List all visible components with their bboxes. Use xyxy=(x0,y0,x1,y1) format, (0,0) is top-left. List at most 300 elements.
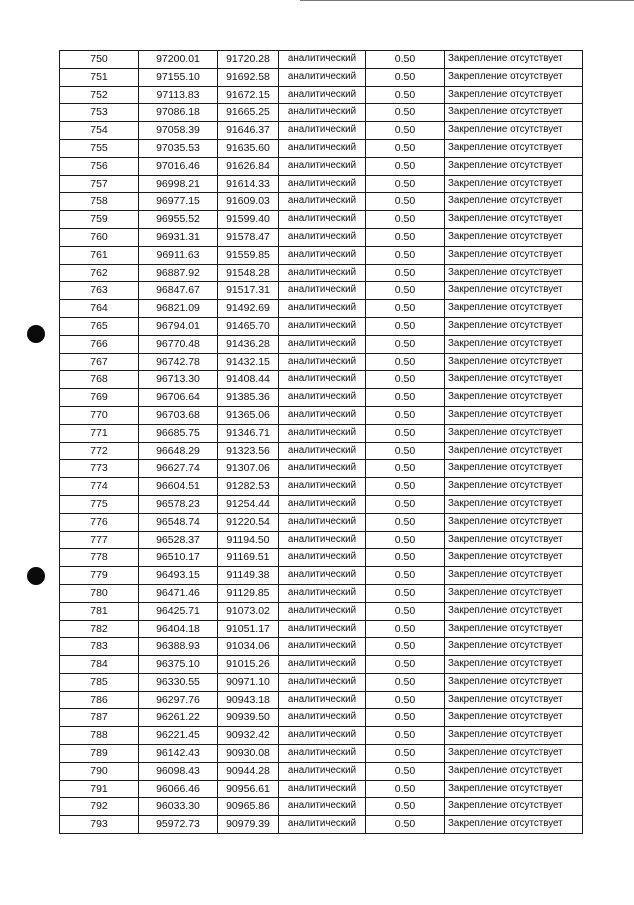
fixation-cell: Закрепление отсутствует xyxy=(445,584,583,602)
point-number-cell: 757 xyxy=(60,175,139,193)
punch-hole-bottom xyxy=(27,567,45,585)
x-coordinate-cell: 97200.01 xyxy=(139,51,218,69)
method-cell: аналитический xyxy=(279,602,366,620)
accuracy-cell: 0.50 xyxy=(366,175,445,193)
point-number-cell: 778 xyxy=(60,549,139,567)
table-row xyxy=(60,638,583,656)
method-cell: аналитический xyxy=(279,246,366,264)
method-cell: аналитический xyxy=(279,68,366,86)
point-number-cell: 775 xyxy=(60,495,139,513)
table-row xyxy=(60,406,583,424)
y-coordinate-cell: 91149.38 xyxy=(218,567,279,585)
accuracy-cell: 0.50 xyxy=(366,406,445,424)
method-cell: аналитический xyxy=(279,620,366,638)
table-row xyxy=(60,353,583,371)
method-cell: аналитический xyxy=(279,816,366,834)
table-row xyxy=(60,264,583,282)
point-number-cell: 766 xyxy=(60,335,139,353)
table-row xyxy=(60,584,583,602)
point-number-cell: 753 xyxy=(60,104,139,122)
fixation-cell: Закрепление отсутствует xyxy=(445,193,583,211)
table-row xyxy=(60,193,583,211)
x-coordinate-cell: 97058.39 xyxy=(139,122,218,140)
x-coordinate-cell: 96510.17 xyxy=(139,549,218,567)
accuracy-cell: 0.50 xyxy=(366,68,445,86)
point-number-cell: 764 xyxy=(60,300,139,318)
table-row xyxy=(60,780,583,798)
y-coordinate-cell: 91548.28 xyxy=(218,264,279,282)
fixation-cell: Закрепление отсутствует xyxy=(445,353,583,371)
table-row xyxy=(60,175,583,193)
x-coordinate-cell: 96977.15 xyxy=(139,193,218,211)
fixation-cell: Закрепление отсутствует xyxy=(445,406,583,424)
accuracy-cell: 0.50 xyxy=(366,495,445,513)
table-row xyxy=(60,478,583,496)
accuracy-cell: 0.50 xyxy=(366,282,445,300)
x-coordinate-cell: 96404.18 xyxy=(139,620,218,638)
accuracy-cell: 0.50 xyxy=(366,389,445,407)
method-cell: аналитический xyxy=(279,300,366,318)
point-number-cell: 770 xyxy=(60,406,139,424)
accuracy-cell: 0.50 xyxy=(366,104,445,122)
method-cell: аналитический xyxy=(279,122,366,140)
method-cell: аналитический xyxy=(279,353,366,371)
x-coordinate-cell: 96604.51 xyxy=(139,478,218,496)
accuracy-cell: 0.50 xyxy=(366,567,445,585)
method-cell: аналитический xyxy=(279,798,366,816)
fixation-cell: Закрепление отсутствует xyxy=(445,602,583,620)
accuracy-cell: 0.50 xyxy=(366,353,445,371)
method-cell: аналитический xyxy=(279,175,366,193)
y-coordinate-cell: 91365.06 xyxy=(218,406,279,424)
x-coordinate-cell: 96297.76 xyxy=(139,691,218,709)
y-coordinate-cell: 91254.44 xyxy=(218,495,279,513)
accuracy-cell: 0.50 xyxy=(366,246,445,264)
accuracy-cell: 0.50 xyxy=(366,157,445,175)
method-cell: аналитический xyxy=(279,780,366,798)
x-coordinate-cell: 96706.64 xyxy=(139,389,218,407)
table-row xyxy=(60,86,583,104)
x-coordinate-cell: 96221.45 xyxy=(139,727,218,745)
x-coordinate-cell: 96098.43 xyxy=(139,762,218,780)
x-coordinate-cell: 96627.74 xyxy=(139,460,218,478)
method-cell: аналитический xyxy=(279,51,366,69)
table-row xyxy=(60,816,583,834)
table-row xyxy=(60,531,583,549)
x-coordinate-cell: 97113.83 xyxy=(139,86,218,104)
method-cell: аналитический xyxy=(279,104,366,122)
fixation-cell: Закрепление отсутствует xyxy=(445,549,583,567)
table-row xyxy=(60,211,583,229)
x-coordinate-cell: 96955.52 xyxy=(139,211,218,229)
method-cell: аналитический xyxy=(279,478,366,496)
fixation-cell: Закрепление отсутствует xyxy=(445,335,583,353)
x-coordinate-cell: 97155.10 xyxy=(139,68,218,86)
point-number-cell: 776 xyxy=(60,513,139,531)
accuracy-cell: 0.50 xyxy=(366,424,445,442)
point-number-cell: 772 xyxy=(60,442,139,460)
accuracy-cell: 0.50 xyxy=(366,762,445,780)
y-coordinate-cell: 90943.18 xyxy=(218,691,279,709)
point-number-cell: 756 xyxy=(60,157,139,175)
x-coordinate-cell: 96066.46 xyxy=(139,780,218,798)
fixation-cell: Закрепление отсутствует xyxy=(445,139,583,157)
fixation-cell: Закрепление отсутствует xyxy=(445,175,583,193)
table-row xyxy=(60,656,583,674)
x-coordinate-cell: 96142.43 xyxy=(139,745,218,763)
method-cell: аналитический xyxy=(279,513,366,531)
method-cell: аналитический xyxy=(279,157,366,175)
method-cell: аналитический xyxy=(279,495,366,513)
point-number-cell: 788 xyxy=(60,727,139,745)
fixation-cell: Закрепление отсутствует xyxy=(445,531,583,549)
y-coordinate-cell: 90971.10 xyxy=(218,673,279,691)
table-row xyxy=(60,51,583,69)
x-coordinate-cell: 96713.30 xyxy=(139,371,218,389)
accuracy-cell: 0.50 xyxy=(366,691,445,709)
x-coordinate-cell: 97016.46 xyxy=(139,157,218,175)
table-row xyxy=(60,335,583,353)
accuracy-cell: 0.50 xyxy=(366,371,445,389)
x-coordinate-cell: 96794.01 xyxy=(139,317,218,335)
table-row xyxy=(60,317,583,335)
fixation-cell: Закрепление отсутствует xyxy=(445,389,583,407)
y-coordinate-cell: 90956.61 xyxy=(218,780,279,798)
table-row xyxy=(60,567,583,585)
x-coordinate-cell: 96911.63 xyxy=(139,246,218,264)
point-number-cell: 763 xyxy=(60,282,139,300)
y-coordinate-cell: 91559.85 xyxy=(218,246,279,264)
fixation-cell: Закрепление отсутствует xyxy=(445,816,583,834)
fixation-cell: Закрепление отсутствует xyxy=(445,691,583,709)
x-coordinate-cell: 96330.55 xyxy=(139,673,218,691)
accuracy-cell: 0.50 xyxy=(366,317,445,335)
method-cell: аналитический xyxy=(279,264,366,282)
table-row xyxy=(60,745,583,763)
fixation-cell: Закрепление отсутствует xyxy=(445,300,583,318)
point-number-cell: 754 xyxy=(60,122,139,140)
fixation-cell: Закрепление отсутствует xyxy=(445,745,583,763)
method-cell: аналитический xyxy=(279,567,366,585)
x-coordinate-cell: 96685.75 xyxy=(139,424,218,442)
table-row xyxy=(60,139,583,157)
accuracy-cell: 0.50 xyxy=(366,442,445,460)
point-number-cell: 791 xyxy=(60,780,139,798)
table-row xyxy=(60,495,583,513)
fixation-cell: Закрепление отсутствует xyxy=(445,709,583,727)
y-coordinate-cell: 91720.28 xyxy=(218,51,279,69)
fixation-cell: Закрепление отсутствует xyxy=(445,86,583,104)
accuracy-cell: 0.50 xyxy=(366,656,445,674)
table-row xyxy=(60,300,583,318)
accuracy-cell: 0.50 xyxy=(366,638,445,656)
method-cell: аналитический xyxy=(279,638,366,656)
accuracy-cell: 0.50 xyxy=(366,727,445,745)
point-number-cell: 777 xyxy=(60,531,139,549)
y-coordinate-cell: 91385.36 xyxy=(218,389,279,407)
table-row xyxy=(60,371,583,389)
x-coordinate-cell: 96998.21 xyxy=(139,175,218,193)
table-row xyxy=(60,709,583,727)
fixation-cell: Закрепление отсутствует xyxy=(445,620,583,638)
y-coordinate-cell: 91665.25 xyxy=(218,104,279,122)
point-number-cell: 779 xyxy=(60,567,139,585)
point-number-cell: 784 xyxy=(60,656,139,674)
point-number-cell: 769 xyxy=(60,389,139,407)
accuracy-cell: 0.50 xyxy=(366,51,445,69)
accuracy-cell: 0.50 xyxy=(366,798,445,816)
x-coordinate-cell: 96821.09 xyxy=(139,300,218,318)
y-coordinate-cell: 91692.58 xyxy=(218,68,279,86)
fixation-cell: Закрепление отсутствует xyxy=(445,211,583,229)
point-number-cell: 771 xyxy=(60,424,139,442)
x-coordinate-cell: 96847.67 xyxy=(139,282,218,300)
method-cell: аналитический xyxy=(279,317,366,335)
y-coordinate-cell: 90979.39 xyxy=(218,816,279,834)
accuracy-cell: 0.50 xyxy=(366,460,445,478)
table-row xyxy=(60,549,583,567)
accuracy-cell: 0.50 xyxy=(366,300,445,318)
table-row xyxy=(60,602,583,620)
accuracy-cell: 0.50 xyxy=(366,549,445,567)
method-cell: аналитический xyxy=(279,549,366,567)
point-number-cell: 782 xyxy=(60,620,139,638)
x-coordinate-cell: 96493.15 xyxy=(139,567,218,585)
table-row xyxy=(60,442,583,460)
fixation-cell: Закрепление отсутствует xyxy=(445,371,583,389)
y-coordinate-cell: 91129.85 xyxy=(218,584,279,602)
method-cell: аналитический xyxy=(279,531,366,549)
x-coordinate-cell: 96375.10 xyxy=(139,656,218,674)
coordinates-table xyxy=(59,50,583,834)
point-number-cell: 765 xyxy=(60,317,139,335)
x-coordinate-cell: 96770.48 xyxy=(139,335,218,353)
point-number-cell: 752 xyxy=(60,86,139,104)
accuracy-cell: 0.50 xyxy=(366,211,445,229)
point-number-cell: 785 xyxy=(60,673,139,691)
point-number-cell: 751 xyxy=(60,68,139,86)
method-cell: аналитический xyxy=(279,335,366,353)
fixation-cell: Закрепление отсутствует xyxy=(445,762,583,780)
y-coordinate-cell: 91323.56 xyxy=(218,442,279,460)
accuracy-cell: 0.50 xyxy=(366,709,445,727)
method-cell: аналитический xyxy=(279,656,366,674)
method-cell: аналитический xyxy=(279,211,366,229)
method-cell: аналитический xyxy=(279,282,366,300)
accuracy-cell: 0.50 xyxy=(366,478,445,496)
y-coordinate-cell: 91432.15 xyxy=(218,353,279,371)
table-body xyxy=(60,51,583,834)
accuracy-cell: 0.50 xyxy=(366,816,445,834)
y-coordinate-cell: 91015.26 xyxy=(218,656,279,674)
table-row xyxy=(60,424,583,442)
accuracy-cell: 0.50 xyxy=(366,139,445,157)
x-coordinate-cell: 96471.46 xyxy=(139,584,218,602)
method-cell: аналитический xyxy=(279,762,366,780)
point-number-cell: 780 xyxy=(60,584,139,602)
fixation-cell: Закрепление отсутствует xyxy=(445,282,583,300)
x-coordinate-cell: 96388.93 xyxy=(139,638,218,656)
point-number-cell: 762 xyxy=(60,264,139,282)
y-coordinate-cell: 91436.28 xyxy=(218,335,279,353)
table-row xyxy=(60,157,583,175)
point-number-cell: 755 xyxy=(60,139,139,157)
y-coordinate-cell: 91169.51 xyxy=(218,549,279,567)
fixation-cell: Закрепление отсутствует xyxy=(445,424,583,442)
y-coordinate-cell: 91194.50 xyxy=(218,531,279,549)
y-coordinate-cell: 91609.03 xyxy=(218,193,279,211)
y-coordinate-cell: 91346.71 xyxy=(218,424,279,442)
y-coordinate-cell: 91492.69 xyxy=(218,300,279,318)
fixation-cell: Закрепление отсутствует xyxy=(445,264,583,282)
method-cell: аналитический xyxy=(279,727,366,745)
method-cell: аналитический xyxy=(279,691,366,709)
accuracy-cell: 0.50 xyxy=(366,745,445,763)
point-number-cell: 768 xyxy=(60,371,139,389)
table-row xyxy=(60,762,583,780)
y-coordinate-cell: 91034.06 xyxy=(218,638,279,656)
y-coordinate-cell: 91672.15 xyxy=(218,86,279,104)
table-row xyxy=(60,389,583,407)
x-coordinate-cell: 96578.23 xyxy=(139,495,218,513)
x-coordinate-cell: 96548.74 xyxy=(139,513,218,531)
point-number-cell: 758 xyxy=(60,193,139,211)
method-cell: аналитический xyxy=(279,86,366,104)
table-row xyxy=(60,727,583,745)
table-row xyxy=(60,620,583,638)
y-coordinate-cell: 90930.08 xyxy=(218,745,279,763)
fixation-cell: Закрепление отсутствует xyxy=(445,513,583,531)
y-coordinate-cell: 90944.28 xyxy=(218,762,279,780)
fixation-cell: Закрепление отсутствует xyxy=(445,478,583,496)
accuracy-cell: 0.50 xyxy=(366,780,445,798)
method-cell: аналитический xyxy=(279,228,366,246)
point-number-cell: 759 xyxy=(60,211,139,229)
table-row xyxy=(60,513,583,531)
fixation-cell: Закрепление отсутствует xyxy=(445,246,583,264)
point-number-cell: 793 xyxy=(60,816,139,834)
y-coordinate-cell: 91646.37 xyxy=(218,122,279,140)
y-coordinate-cell: 91517.31 xyxy=(218,282,279,300)
method-cell: аналитический xyxy=(279,584,366,602)
method-cell: аналитический xyxy=(279,460,366,478)
accuracy-cell: 0.50 xyxy=(366,122,445,140)
table-row xyxy=(60,282,583,300)
fixation-cell: Закрепление отсутствует xyxy=(445,798,583,816)
fixation-cell: Закрепление отсутствует xyxy=(445,442,583,460)
accuracy-cell: 0.50 xyxy=(366,264,445,282)
x-coordinate-cell: 96425.71 xyxy=(139,602,218,620)
point-number-cell: 767 xyxy=(60,353,139,371)
accuracy-cell: 0.50 xyxy=(366,86,445,104)
point-number-cell: 787 xyxy=(60,709,139,727)
accuracy-cell: 0.50 xyxy=(366,193,445,211)
method-cell: аналитический xyxy=(279,709,366,727)
table-row xyxy=(60,691,583,709)
y-coordinate-cell: 91073.02 xyxy=(218,602,279,620)
y-coordinate-cell: 90932.42 xyxy=(218,727,279,745)
fixation-cell: Закрепление отсутствует xyxy=(445,68,583,86)
method-cell: аналитический xyxy=(279,139,366,157)
y-coordinate-cell: 91282.53 xyxy=(218,478,279,496)
fixation-cell: Закрепление отсутствует xyxy=(445,656,583,674)
y-coordinate-cell: 91614.33 xyxy=(218,175,279,193)
x-coordinate-cell: 96703.68 xyxy=(139,406,218,424)
y-coordinate-cell: 91051.17 xyxy=(218,620,279,638)
x-coordinate-cell: 97086.18 xyxy=(139,104,218,122)
table-row xyxy=(60,122,583,140)
point-number-cell: 789 xyxy=(60,745,139,763)
method-cell: аналитический xyxy=(279,424,366,442)
point-number-cell: 786 xyxy=(60,691,139,709)
point-number-cell: 792 xyxy=(60,798,139,816)
table-row xyxy=(60,228,583,246)
table-row xyxy=(60,246,583,264)
table-row xyxy=(60,798,583,816)
y-coordinate-cell: 91307.06 xyxy=(218,460,279,478)
x-coordinate-cell: 96033.30 xyxy=(139,798,218,816)
y-coordinate-cell: 91408.44 xyxy=(218,371,279,389)
table-row xyxy=(60,460,583,478)
table-row xyxy=(60,68,583,86)
y-coordinate-cell: 91599.40 xyxy=(218,211,279,229)
accuracy-cell: 0.50 xyxy=(366,228,445,246)
method-cell: аналитический xyxy=(279,389,366,407)
accuracy-cell: 0.50 xyxy=(366,513,445,531)
point-number-cell: 760 xyxy=(60,228,139,246)
fixation-cell: Закрепление отсутствует xyxy=(445,122,583,140)
method-cell: аналитический xyxy=(279,193,366,211)
x-coordinate-cell: 95972.73 xyxy=(139,816,218,834)
accuracy-cell: 0.50 xyxy=(366,531,445,549)
y-coordinate-cell: 91635.60 xyxy=(218,139,279,157)
x-coordinate-cell: 96742.78 xyxy=(139,353,218,371)
y-coordinate-cell: 90939.50 xyxy=(218,709,279,727)
x-coordinate-cell: 96528.37 xyxy=(139,531,218,549)
y-coordinate-cell: 90965.86 xyxy=(218,798,279,816)
fixation-cell: Закрепление отсутствует xyxy=(445,157,583,175)
fixation-cell: Закрепление отсутствует xyxy=(445,460,583,478)
y-coordinate-cell: 91626.84 xyxy=(218,157,279,175)
fixation-cell: Закрепление отсутствует xyxy=(445,638,583,656)
y-coordinate-cell: 91465.70 xyxy=(218,317,279,335)
method-cell: аналитический xyxy=(279,442,366,460)
point-number-cell: 790 xyxy=(60,762,139,780)
punch-hole-top xyxy=(27,325,45,343)
fixation-cell: Закрепление отсутствует xyxy=(445,228,583,246)
point-number-cell: 750 xyxy=(60,51,139,69)
fixation-cell: Закрепление отсутствует xyxy=(445,104,583,122)
accuracy-cell: 0.50 xyxy=(366,620,445,638)
x-coordinate-cell: 96261.22 xyxy=(139,709,218,727)
accuracy-cell: 0.50 xyxy=(366,584,445,602)
fixation-cell: Закрепление отсутствует xyxy=(445,567,583,585)
fixation-cell: Закрепление отсутствует xyxy=(445,495,583,513)
accuracy-cell: 0.50 xyxy=(366,602,445,620)
table-row xyxy=(60,673,583,691)
method-cell: аналитический xyxy=(279,406,366,424)
y-coordinate-cell: 91578.47 xyxy=(218,228,279,246)
method-cell: аналитический xyxy=(279,371,366,389)
point-number-cell: 774 xyxy=(60,478,139,496)
accuracy-cell: 0.50 xyxy=(366,673,445,691)
method-cell: аналитический xyxy=(279,673,366,691)
x-coordinate-cell: 97035.53 xyxy=(139,139,218,157)
table-row xyxy=(60,104,583,122)
y-coordinate-cell: 91220.54 xyxy=(218,513,279,531)
x-coordinate-cell: 96887.92 xyxy=(139,264,218,282)
fixation-cell: Закрепление отсутствует xyxy=(445,673,583,691)
